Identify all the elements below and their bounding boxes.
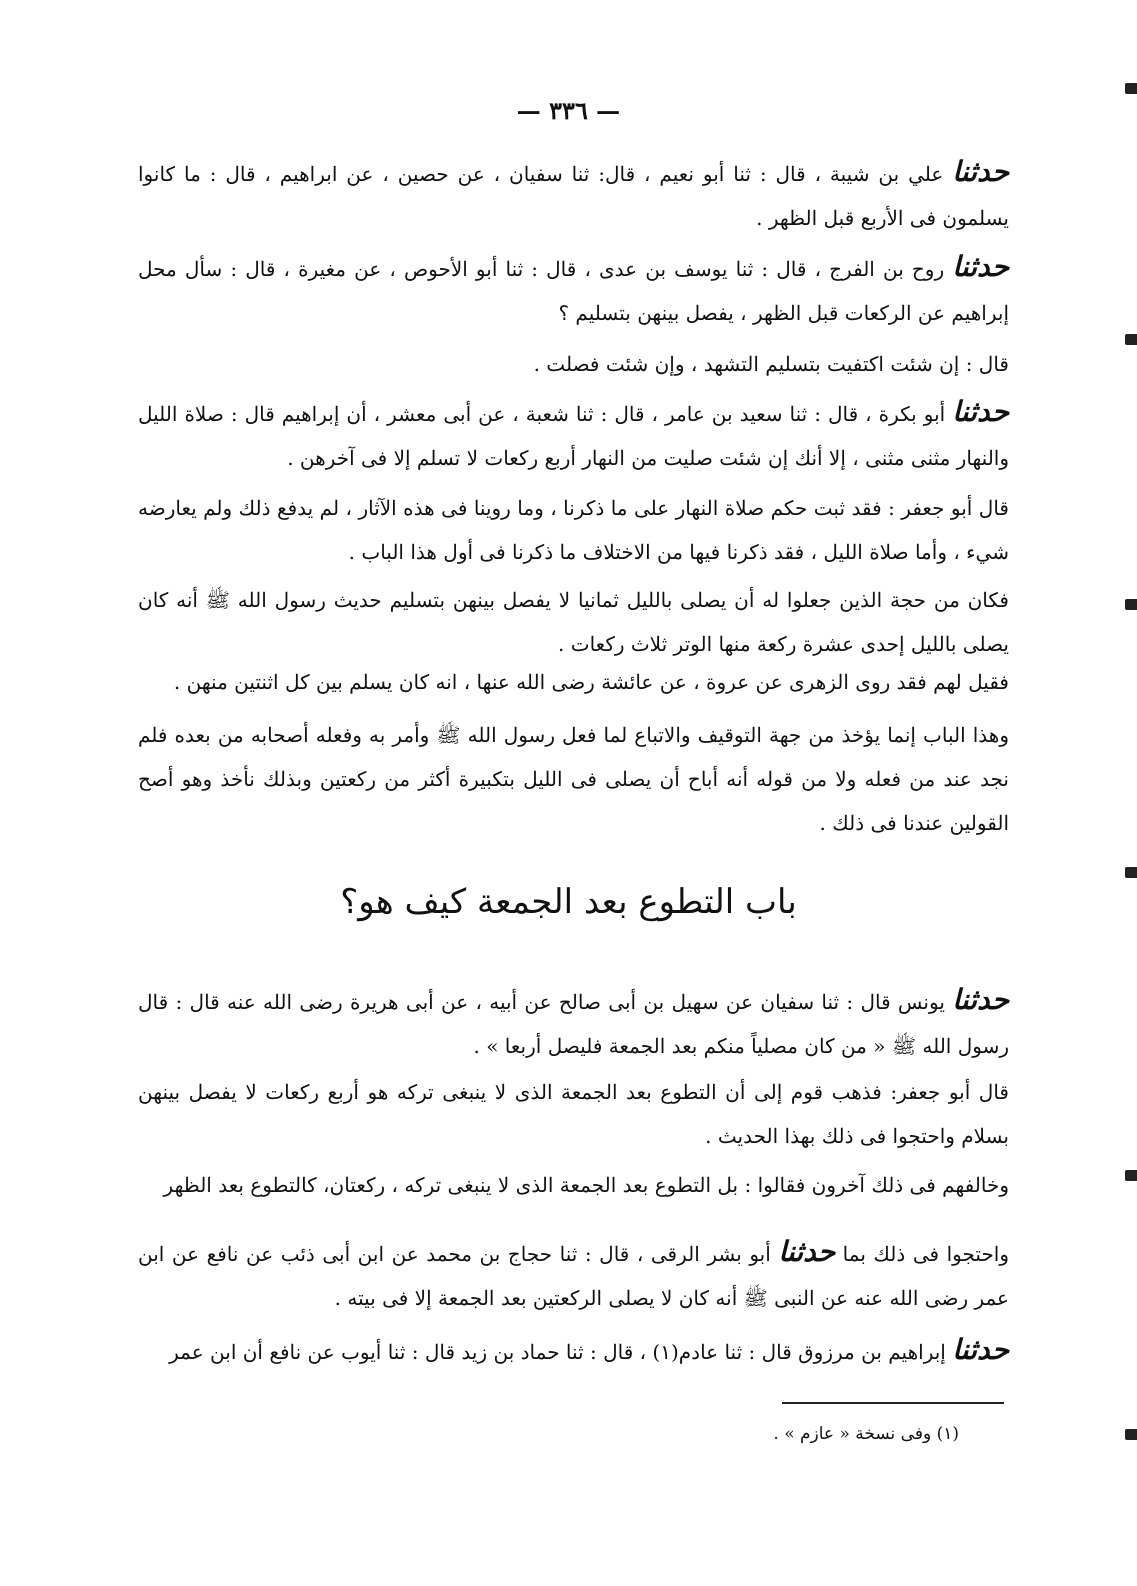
hadith-keyword: حدثنا xyxy=(952,250,1010,283)
paragraph-text: قال أبو جعفر : فقد ثبت حكم صلاة النهار على ما ذكرنا ، وما روينا فى هذه الآثار ، لم يدفع ذلك ولم يعارضه شيء ، وأما صلاة الليل ، فقد ذكرنا فيها من الاختلاف ما ذكرنا فى أول هذا الباب . xyxy=(138,496,1009,564)
paragraph-5 xyxy=(138,486,1009,574)
paragraph-text: يونس قال : ثنا سفيان عن سهيل بن أبى صالح عن أبيه ، عن أبى هريرة رضى الله عنه قال : قال رسول الله ﷺ « من كان مصلياً منكم بعد الجمعة فليصل أربعا » . xyxy=(138,990,1009,1058)
paragraph-1 xyxy=(138,150,1009,240)
hadith-keyword: حدثنا xyxy=(952,1333,1009,1366)
paragraph-7 xyxy=(138,660,1009,704)
paragraph-12 xyxy=(138,1230,1009,1320)
paragraph-2 xyxy=(138,245,1009,335)
paragraph-text: قال أبو جعفر: فذهب قوم إلى أن التطوع بعد الجمعة الذى لا ينبغى تركه هو أربع ركعات لا يفصل بينهن بسلام واحتجوا فى ذلك بهذا الحديث . xyxy=(138,1080,1009,1148)
paragraph-text: وهذا الباب إنما يؤخذ من جهة التوقيف والاتباع لما فعل رسول الله ﷺ وأمر به وفعله أصحابه من بعده فلم نجد عند من فعله ولا من قوله أنه أباح أن يصلى فى الليل بتكبيرة أكثر من ركعتين وبذلك نأخذ وهو أصح القولين عندنا فى ذلك . xyxy=(138,723,1009,835)
paragraph-6 xyxy=(138,578,1009,666)
paragraph-text: فقيل لهم فقد روى الزهرى عن عروة ، عن عائشة رضى الله عنها ، انه كان يسلم بين كل اثنتين منهن . xyxy=(173,670,1009,694)
footnote: (١) وفى نسخة « عازم » . xyxy=(773,1424,959,1444)
paragraph-10 xyxy=(138,1070,1009,1158)
page-number: — ٣٣٦ — xyxy=(516,96,621,125)
paragraph-text: أبو بكرة ، قال : ثنا سعيد بن عامر ، قال : ثنا شعبة ، عن أبى معشر ، أن إبراهيم قال : صلاة الليل والنهار مثنى مثنى ، إلا أنك إن شئت صليت من النهار أربع ركعات لا تسلم إلا فى آخرهن . xyxy=(138,402,1009,470)
paragraph-text: روح بن الفرج ، قال : ثنا يوسف بن عدى ، قال : ثنا أبو الأحوص ، عن مغيرة ، قال : سأل محل إبراهيم عن الركعات قبل الظهر ، يفصل بينهن بتسليم ؟ xyxy=(138,257,1009,325)
paragraph-8 xyxy=(138,713,1009,845)
hadith-keyword: حدثنا xyxy=(952,395,1010,428)
margin-binding-mark xyxy=(1125,334,1137,345)
margin-binding-mark xyxy=(1125,599,1137,610)
footnote-divider xyxy=(782,1402,1004,1404)
paragraph-9 xyxy=(138,978,1009,1068)
paragraph-text: فكان من حجة الذين جعلوا له أن يصلى بالليل ثمانيا لا يفصل بينهن بتسليم حديث رسول الله ﷺ أنه كان يصلى بالليل إحدى عشرة ركعة منها الوتر ثلاث ركعات . xyxy=(138,588,1009,656)
chapter-heading: باب التطوع بعد الجمعة كيف هو؟ xyxy=(340,882,797,922)
paragraph-text-before: واحتجوا فى ذلك بما xyxy=(842,1242,1010,1266)
paragraph-text: أبو بشر الرقى ، قال : ثنا حجاج بن محمد عن ابن أبى ذئب عن نافع عن ابن عمر رضى الله عنه عن النبى ﷺ أنه كان لا يصلى الركعتين بعد الجمعة إلا فى بيته . xyxy=(138,1242,1009,1310)
paragraph-text: قال : إن شئت اكتفيت بتسليم التشهد ، وإن شئت فصلت . xyxy=(533,352,1009,376)
paragraph-13 xyxy=(138,1328,1009,1374)
margin-binding-mark xyxy=(1125,867,1137,878)
hadith-keyword: حدثنا xyxy=(952,983,1009,1016)
paragraph-text: علي بن شيبة ، قال : ثنا أبو نعيم ، قال: ثنا سفيان ، عن حصين ، عن ابراهيم ، قال : ما كانوا يسلمون فى الأربع قبل الظهر . xyxy=(138,162,1009,230)
paragraph-4 xyxy=(138,390,1009,480)
paragraph-11 xyxy=(138,1163,1009,1207)
hadith-keyword: حدثنا xyxy=(952,155,1009,188)
paragraph-3 xyxy=(138,342,1009,386)
margin-binding-mark xyxy=(1125,83,1137,94)
paragraph-text: إبراهيم بن مرزوق قال : ثنا عادم(١) ، قال : ثنا حماد بن زيد قال : ثنا أيوب عن نافع أن ابن عمر xyxy=(169,1340,946,1364)
margin-binding-mark xyxy=(1125,1170,1137,1181)
hadith-keyword: حدثنا xyxy=(778,1235,836,1268)
margin-binding-mark xyxy=(1125,1429,1137,1440)
paragraph-text: وخالفهم فى ذلك آخرون فقالوا : بل التطوع بعد الجمعة الذى لا ينبغى تركه ، ركعتان، كالتطوع بعد الظهر xyxy=(163,1173,1009,1197)
